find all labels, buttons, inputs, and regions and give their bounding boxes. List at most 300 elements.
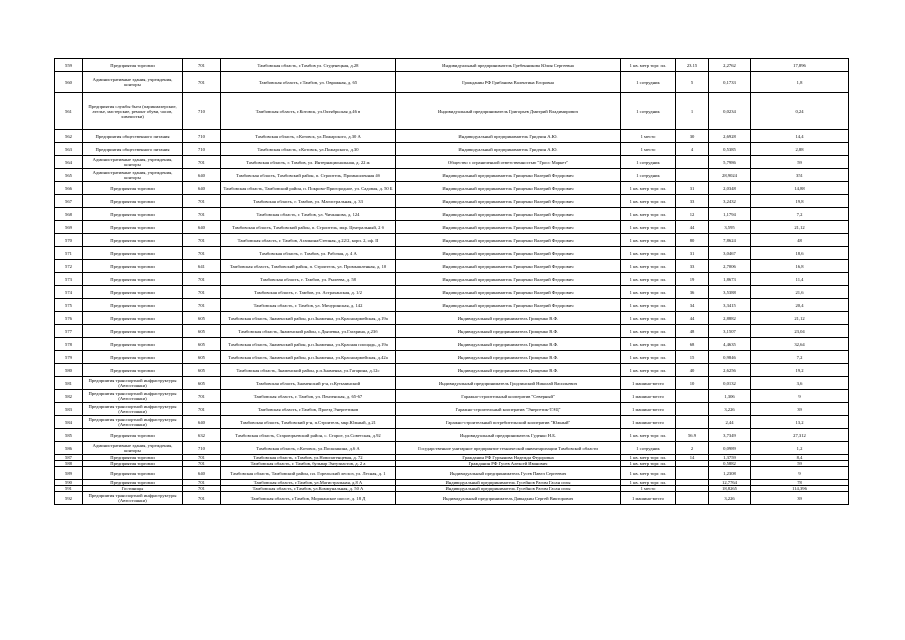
cell-object-type: Предприятия торговли xyxy=(83,195,183,208)
table-row xyxy=(55,156,849,169)
table-row xyxy=(55,377,849,390)
cell-unit: 1 кв. метр торг. пл. xyxy=(621,312,676,325)
cell-object-type: Предприятия транспортной инфраструктуры (Автостоянки) xyxy=(83,377,183,390)
cell-coefficient: 3,0467 xyxy=(709,247,751,260)
cell-address: Тамбовская область, г. Тамбов, Агапкина/Степная, д.22/2, корп. 2, оф. II xyxy=(221,234,396,247)
cell-coefficient: 18,8265 xyxy=(709,486,751,492)
cell-row-number: 580 xyxy=(55,364,83,377)
cell-volume: 13,2 xyxy=(751,416,849,429)
cell-unit: 1 кв. метр торг. пл. xyxy=(621,299,676,312)
table-row xyxy=(55,260,849,273)
cell-coefficient: 0,0132 xyxy=(709,377,751,390)
table-row xyxy=(55,390,849,403)
cell-row-number: 581 xyxy=(55,377,83,390)
cell-code: 641 xyxy=(183,260,221,273)
cell-coefficient: 0,9846 xyxy=(709,351,751,364)
cell-row-number: 569 xyxy=(55,221,83,234)
cell-coefficient: 2,7006 xyxy=(709,260,751,273)
cell-volume: 14,88 xyxy=(751,182,849,195)
cell-object-type: Предприятия торговли xyxy=(83,234,183,247)
cell-code: 710 xyxy=(183,93,221,130)
cell-owner: Индивидуальный предприниматель Грищенко Валерий Федорович xyxy=(396,286,621,299)
cell-object-type: Предприятия торговли xyxy=(83,461,183,467)
table-row xyxy=(55,247,849,260)
cell-coefficient: 28,9024 xyxy=(709,169,751,182)
cell-owner: Индивидуальный предприниматель Грищенко В.Ф. xyxy=(396,338,621,351)
cell-code: 701 xyxy=(183,156,221,169)
cell-volume: 11,4 xyxy=(751,273,849,286)
cell-row-number: 591 xyxy=(55,486,83,492)
cell-code: 640 xyxy=(183,182,221,195)
cell-quantity xyxy=(676,492,709,505)
cell-coefficient: 7,8624 xyxy=(709,234,751,247)
cell-quantity: 2 xyxy=(676,442,709,455)
cell-quantity: 31 xyxy=(676,182,709,195)
cell-coefficient: 1,8673 xyxy=(709,273,751,286)
cell-quantity: 33 xyxy=(676,195,709,208)
cell-object-type: Предприятия торговли xyxy=(83,273,183,286)
cell-volume: 21,12 xyxy=(751,312,849,325)
cell-unit: 1 кв. метр торг. пл. xyxy=(621,195,676,208)
table-row xyxy=(55,299,849,312)
cell-owner: Индивидуальный предприниматель Грищенко В.Ф. xyxy=(396,364,621,377)
cell-row-number: 585 xyxy=(55,429,83,442)
cell-row-number: 559 xyxy=(55,59,83,72)
cell-volume: 1,8 xyxy=(751,72,849,93)
cell-row-number: 561 xyxy=(55,93,83,130)
cell-volume: 2,88 xyxy=(751,143,849,156)
cell-volume: 39 xyxy=(751,403,849,416)
cell-quantity: 15 xyxy=(676,351,709,364)
table-row xyxy=(55,143,849,156)
cell-code: 701 xyxy=(183,195,221,208)
cell-coefficient: 0,5882 xyxy=(709,461,751,467)
cell-volume: 351 xyxy=(751,169,849,182)
cell-unit: 1 машино-место xyxy=(621,377,676,390)
cell-unit: 1 кв. метр торг. пл. xyxy=(621,364,676,377)
cell-row-number: 586 xyxy=(55,442,83,455)
cell-code: 701 xyxy=(183,492,221,505)
cell-volume: 48 xyxy=(751,234,849,247)
cell-volume: 78 xyxy=(751,480,849,486)
table-row xyxy=(55,59,849,72)
cell-owner: Индивидуальный предприниматель Грищенко Валерий Федорович xyxy=(396,221,621,234)
cell-volume: 21,6 xyxy=(751,286,849,299)
cell-unit: 1 кв. метр торг. пл. xyxy=(621,467,676,480)
cell-unit: 1 кв. метр торг. пл. xyxy=(621,429,676,442)
cell-volume: 21,12 xyxy=(751,221,849,234)
cell-unit: 1 кв. метр торг. пл. xyxy=(621,480,676,486)
cell-owner: Индивидуальный предприниматель Гусейнов Рагим Гасан оглы xyxy=(396,486,621,492)
cell-volume: 1,2 xyxy=(751,442,849,455)
cell-address: Тамбовская область, Тамбовский р-н, п.Строитель, мкр.Южный, д.21 xyxy=(221,416,396,429)
table-row xyxy=(55,169,849,182)
cell-code: 640 xyxy=(183,221,221,234)
cell-unit: 1 сотрудник xyxy=(621,72,676,93)
cell-unit: 1 кв. метр торг. пл. xyxy=(621,260,676,273)
cell-coefficient: 0,0989 xyxy=(709,442,751,455)
cell-address: Тамбовская область, Тамбовский район, п. Покрово-Пригородное, ул. Садовая, д. 50 Б xyxy=(221,182,396,195)
cell-unit: 1 машино-место xyxy=(621,492,676,505)
cell-address: Тамбовская область, г.Котовск, ул.Посконкина, д.6 А xyxy=(221,442,396,455)
cell-code: 701 xyxy=(183,273,221,286)
table-row xyxy=(55,467,849,480)
cell-address: Тамбовская область, г.Котовск, ул.Пожарского, д.30 А xyxy=(221,130,396,143)
cell-coefficient: 2,44 xyxy=(709,416,751,429)
cell-unit: 1 сотрудник xyxy=(621,169,676,182)
cell-coefficient: 3,595 xyxy=(709,221,751,234)
cell-row-number: 590 xyxy=(55,480,83,486)
cell-object-type: Предприятия торговли xyxy=(83,429,183,442)
table-row xyxy=(55,351,849,364)
table-row xyxy=(55,273,849,286)
cell-unit: 1 кв. метр торг. пл. xyxy=(621,325,676,338)
cell-unit: 1 кв. метр торг. пл. xyxy=(621,455,676,461)
cell-row-number: 589 xyxy=(55,467,83,480)
cell-volume: 9 xyxy=(751,390,849,403)
cell-volume: 7,2 xyxy=(751,208,849,221)
cell-owner: Индивидуальный предприниматель Грищенко Валерий Федорович xyxy=(396,273,621,286)
cell-coefficient: 12,7764 xyxy=(709,480,751,486)
cell-address: Тамбовская область, г.Тамбов ул. Студенецкая, д.28 xyxy=(221,59,396,72)
cell-quantity xyxy=(676,156,709,169)
cell-code: 701 xyxy=(183,486,221,492)
cell-object-type: Предприятия торговли xyxy=(83,364,183,377)
cell-coefficient: 3,1507 xyxy=(709,325,751,338)
cell-owner: Гражданин РФ Грибанова Валентина Егоровна xyxy=(396,72,621,93)
cell-unit: 1 машино-место xyxy=(621,390,676,403)
cell-coefficient: 3,3415 xyxy=(709,299,751,312)
cell-owner: Индивидуальный предприниматель Грищенко Валерий Федорович xyxy=(396,195,621,208)
cell-object-type: Гостиницы xyxy=(83,486,183,492)
cell-quantity: 23.15 xyxy=(676,59,709,72)
cell-address: Тамбовская область, Староюрьевский район, с. Старое, ул.Советская, д.92 xyxy=(221,429,396,442)
cell-code: 701 xyxy=(183,286,221,299)
cell-code: 701 xyxy=(183,390,221,403)
cell-unit: 1 кв. метр торг. пл. xyxy=(621,208,676,221)
cell-address: Тамбовская область, Тамбовский район, п. Строитель, мкр. Центральный, 2 б xyxy=(221,221,396,234)
table-row xyxy=(55,130,849,143)
cell-row-number: 577 xyxy=(55,325,83,338)
cell-coefficient: 1,2308 xyxy=(709,467,751,480)
cell-quantity: 44 xyxy=(676,221,709,234)
cell-row-number: 565 xyxy=(55,169,83,182)
cell-quantity: 33 xyxy=(676,260,709,273)
cell-code: 605 xyxy=(183,364,221,377)
cell-code: 701 xyxy=(183,72,221,93)
cell-quantity: 4 xyxy=(676,143,709,156)
cell-unit: 1 место xyxy=(621,486,676,492)
cell-coefficient: 4,4635 xyxy=(709,338,751,351)
cell-owner: Гражданин РФ Гусев Алексей Иванович xyxy=(396,461,621,467)
cell-coefficient: 1,3759 xyxy=(709,455,751,461)
cell-coefficient: 3,226 xyxy=(709,492,751,505)
cell-object-type: Предприятия торговли xyxy=(83,286,183,299)
cell-unit: 1 кв. метр торг. пл. xyxy=(621,273,676,286)
table-row xyxy=(55,429,849,442)
cell-unit: 1 место xyxy=(621,130,676,143)
cell-code: 605 xyxy=(183,351,221,364)
cell-code: 605 xyxy=(183,312,221,325)
registry-table-body xyxy=(55,59,849,505)
cell-volume: 16,8 xyxy=(751,260,849,273)
cell-volume: 59 xyxy=(751,461,849,467)
cell-object-type: Предприятия торговли xyxy=(83,208,183,221)
cell-owner: Индивидуальный предприниматель Грищенко Валерий Федорович xyxy=(396,234,621,247)
cell-unit: 1 сотрудник xyxy=(621,93,676,130)
cell-volume: 7,2 xyxy=(751,351,849,364)
cell-object-type: Предприятия торговли xyxy=(83,312,183,325)
cell-address: Тамбовская область, Знаменский р-н, п.Кутьминский xyxy=(221,377,396,390)
cell-owner: Общество с ограниченной ответственностью "Гросс Маркет" xyxy=(396,156,621,169)
cell-object-type: Предприятия транспортной инфраструктуры (Автостоянки) xyxy=(83,403,183,416)
cell-address: Тамбовская область, Знаменский район, р.п.Знаменка, ул.Красноармейская, д.19а xyxy=(221,312,396,325)
cell-owner: Индивидуальный предприниматель Грищенко Валерий Федорович xyxy=(396,208,621,221)
cell-owner: Индивидуальный предприниматель Грищенко Валерий Федорович xyxy=(396,247,621,260)
cell-coefficient: 2,8882 xyxy=(709,312,751,325)
cell-address: Тамбовская область, Знаменский район, р.п.Знаменка, ул.Красноармейская, д.42а xyxy=(221,351,396,364)
cell-address: Тамбовская область, Знаменский район, р.п.Знаменка, ул.Красная площадь, д.19а xyxy=(221,338,396,351)
cell-object-type: Предприятия торговли xyxy=(83,221,183,234)
table-row xyxy=(55,93,849,130)
cell-object-type: Предприятия торговли xyxy=(83,260,183,273)
cell-code: 701 xyxy=(183,455,221,461)
table-row xyxy=(55,208,849,221)
cell-coefficient: 5,7986 xyxy=(709,156,751,169)
table-row xyxy=(55,364,849,377)
cell-code: 605 xyxy=(183,338,221,351)
cell-owner: Гаражно-строительный потребительский кооператив "Южный" xyxy=(396,416,621,429)
cell-row-number: 588 xyxy=(55,461,83,467)
cell-quantity: 44 xyxy=(676,312,709,325)
cell-quantity xyxy=(676,416,709,429)
cell-object-type: Предприятия торговли xyxy=(83,299,183,312)
cell-coefficient: 2,6928 xyxy=(709,130,751,143)
cell-address: Тамбовская область, Знаменский район, с.Дьячевка, ул.Гагарина, д.23б xyxy=(221,325,396,338)
cell-quantity: 40 xyxy=(676,364,709,377)
cell-object-type: Предприятия торговли xyxy=(83,467,183,480)
cell-volume: 14,4 xyxy=(751,130,849,143)
table-row xyxy=(55,338,849,351)
cell-address: Тамбовская область, г. Тамбов, ул. Пензенская, д. 65-67 xyxy=(221,390,396,403)
cell-row-number: 562 xyxy=(55,130,83,143)
cell-volume: 19,8 xyxy=(751,195,849,208)
cell-coefficient: 2,6256 xyxy=(709,364,751,377)
cell-owner: Индивидуальный предприниматель Гродзинский Николай Васильевич xyxy=(396,377,621,390)
cell-coefficient: 2,2762 xyxy=(709,59,751,72)
cell-address: Тамбовская область, г.Котовск, ул.Октябрьская д.46 в xyxy=(221,93,396,130)
cell-row-number: 574 xyxy=(55,286,83,299)
table-row xyxy=(55,234,849,247)
cell-row-number: 578 xyxy=(55,338,83,351)
cell-address: Тамбовская область, Тамбовский район, п. Строитель, Промышленная 4б xyxy=(221,169,396,182)
cell-coefficient: 0,0234 xyxy=(709,93,751,130)
cell-code: 710 xyxy=(183,130,221,143)
cell-coefficient: 0,1733 xyxy=(709,72,751,93)
cell-object-type: Предприятия транспортной инфраструктуры (Автостоянки) xyxy=(83,390,183,403)
cell-quantity xyxy=(676,467,709,480)
registry-table xyxy=(54,58,849,505)
cell-quantity: 19 xyxy=(676,273,709,286)
cell-quantity: 48 xyxy=(676,325,709,338)
cell-address: Тамбовская область, г.Тамбов, ул.Магистральная, д.8 А xyxy=(221,480,396,486)
cell-code: 701 xyxy=(183,480,221,486)
cell-owner: Индивидуальный предприниматель Гусев Павел Сергеевич xyxy=(396,467,621,480)
cell-address: Тамбовская область, г. Тамбов, ул. Рабочая, д. 4 А xyxy=(221,247,396,260)
cell-code: 710 xyxy=(183,442,221,455)
cell-object-type: Предприятия общественного питания xyxy=(83,130,183,143)
cell-row-number: 570 xyxy=(55,234,83,247)
cell-row-number: 579 xyxy=(55,351,83,364)
cell-owner: Индивидуальный предприниматель Грищенко В.Ф. xyxy=(396,351,621,364)
cell-volume: 8,4 xyxy=(751,455,849,461)
cell-row-number: 563 xyxy=(55,143,83,156)
cell-object-type: Предприятия транспортной инфраструктуры (Автостоянки) xyxy=(83,492,183,505)
cell-address: Тамбовская область, г. Тамбов, бульвар Энтузиастов, д. 2 а xyxy=(221,461,396,467)
cell-owner: Индивидуальный предприниматель Гуденко Н.Б. xyxy=(396,429,621,442)
cell-row-number: 575 xyxy=(55,299,83,312)
cell-unit: 1 кв. метр торг. пл. xyxy=(621,182,676,195)
cell-owner: Индивидуальный предприниматель Григорьев Дмитрий Владимирович xyxy=(396,93,621,130)
cell-code: 701 xyxy=(183,299,221,312)
cell-row-number: 582 xyxy=(55,390,83,403)
cell-address: Тамбовская область, г. Тамбов, ул. Астраханская, д. 1/2 xyxy=(221,286,396,299)
cell-volume: 3,6 xyxy=(751,377,849,390)
cell-address: Тамбовская область, Тамбовский район, пл. Горельский лесхоз, ул. Лесная, д. 1 xyxy=(221,467,396,480)
cell-owner: Индивидуальный предприниматель Грищенко Валерий Федорович xyxy=(396,169,621,182)
table-row xyxy=(55,312,849,325)
cell-address: Тамбовская область, г. Тамбов, ул. Магистральная, д. 33 xyxy=(221,195,396,208)
cell-volume: 9 xyxy=(751,467,849,480)
table-row xyxy=(55,195,849,208)
cell-owner: Индивидуальный предприниматель Грищенко Валерий Федорович xyxy=(396,260,621,273)
cell-address: Тамбовская область, г.Тамбов, ул.Коммунальная, д. 50 А xyxy=(221,486,396,492)
cell-code: 640 xyxy=(183,169,221,182)
cell-code: 605 xyxy=(183,325,221,338)
cell-owner: Гражданин РФ Гурьянова Надежда Федоровна xyxy=(396,455,621,461)
cell-row-number: 566 xyxy=(55,182,83,195)
cell-unit: 1 кв. метр торг. пл. xyxy=(621,59,676,72)
cell-quantity xyxy=(676,169,709,182)
cell-row-number: 564 xyxy=(55,156,83,169)
cell-object-type: Предприятия общественного питания xyxy=(83,143,183,156)
cell-owner: Индивидуальный предприниматель Грищенко В.Ф. xyxy=(396,325,621,338)
cell-row-number: 572 xyxy=(55,260,83,273)
cell-code: 640 xyxy=(183,416,221,429)
cell-coefficient: 3,5388 xyxy=(709,286,751,299)
cell-quantity: 12 xyxy=(676,208,709,221)
cell-quantity: 68 xyxy=(676,338,709,351)
cell-row-number: 584 xyxy=(55,416,83,429)
cell-address: Тамбовская область, г. Тамбов, ул. Чичканова, д. 124 xyxy=(221,208,396,221)
cell-quantity: 10 xyxy=(676,377,709,390)
cell-owner: Индивидуальный предприниматель Грищенко Валерий Федорович xyxy=(396,182,621,195)
cell-address: Тамбовская область, г. Тамбов, ул. Интернациональная, д. 22 ж xyxy=(221,156,396,169)
cell-object-type: Административные здания, учреждения, конторы xyxy=(83,169,183,182)
cell-unit: 1 кв. метр торг. пл. xyxy=(621,351,676,364)
cell-coefficient: 1,306 xyxy=(709,390,751,403)
cell-unit: 1 кв. метр торг. пл. xyxy=(621,247,676,260)
cell-quantity: 36 xyxy=(676,286,709,299)
cell-quantity: 34 xyxy=(676,299,709,312)
cell-coefficient: 2,0348 xyxy=(709,182,751,195)
cell-object-type: Предприятия службы быта (парикмахерские, ателье, мастерские, ремонт обуви, часов, химчистки) xyxy=(83,93,183,130)
cell-object-type: Предприятия торговли xyxy=(83,480,183,486)
cell-coefficient: 3,7349 xyxy=(709,429,751,442)
cell-owner: Индивидуальный предприниматель Давыдкин Сергей Викторович xyxy=(396,492,621,505)
cell-owner: Индивидуальный предприниматель Гусейнов Рагим Гасан оглы xyxy=(396,480,621,486)
cell-unit: 1 машино-место xyxy=(621,403,676,416)
cell-address: Тамбовская область, г.Тамбов, ул. Овражная, д. 65 xyxy=(221,72,396,93)
table-row xyxy=(55,416,849,429)
cell-owner: Индивидуальный предприниматель Гридчин А.Ю. xyxy=(396,130,621,143)
cell-code: 701 xyxy=(183,247,221,260)
cell-code: 701 xyxy=(183,59,221,72)
cell-volume: 19,2 xyxy=(751,364,849,377)
cell-object-type: Предприятия торговли xyxy=(83,59,183,72)
table-row xyxy=(55,442,849,455)
cell-unit: 1 кв. метр торг. пл. xyxy=(621,286,676,299)
cell-unit: 1 сотрудник xyxy=(621,156,676,169)
cell-row-number: 560 xyxy=(55,72,83,93)
document-page xyxy=(54,58,848,505)
cell-code: 701 xyxy=(183,208,221,221)
cell-code: 605 xyxy=(183,377,221,390)
cell-quantity: 30 xyxy=(676,130,709,143)
cell-volume: 23,04 xyxy=(751,325,849,338)
cell-volume: 39 xyxy=(751,492,849,505)
table-row xyxy=(55,403,849,416)
cell-object-type: Предприятия торговли xyxy=(83,247,183,260)
cell-object-type: Административные здания, учреждения, конторы xyxy=(83,156,183,169)
cell-address: Тамбовская область, г.Котовск, ул.Пожарского, д.30 xyxy=(221,143,396,156)
cell-row-number: 568 xyxy=(55,208,83,221)
cell-coefficient: 0,5385 xyxy=(709,143,751,156)
cell-owner: Гаражно-строительный кооператив "Северный" xyxy=(396,390,621,403)
cell-coefficient: 3,2432 xyxy=(709,195,751,208)
cell-code: 710 xyxy=(183,143,221,156)
cell-address: Тамбовская область, г. Тамбов, ул. Мичуринская, д. 142 xyxy=(221,299,396,312)
table-row xyxy=(55,325,849,338)
cell-object-type: Административные здания, учреждения, конторы xyxy=(83,442,183,455)
cell-address: Тамбовская область, Знаменский район, р.п.Знаменка, ул.Гагарина, д.12с xyxy=(221,364,396,377)
cell-volume: 114,396 xyxy=(751,486,849,492)
cell-owner: Индивидуальный предприниматель Гридчин А.Ю. xyxy=(396,143,621,156)
cell-code: 701 xyxy=(183,461,221,467)
cell-volume: 32,64 xyxy=(751,338,849,351)
cell-address: Тамбовская область, г.Тамбов, Проезд Энергетиков xyxy=(221,403,396,416)
cell-row-number: 583 xyxy=(55,403,83,416)
cell-object-type: Предприятия транспортной инфраструктуры (Автостоянки) xyxy=(83,416,183,429)
cell-address: Тамбовская область, Тамбовский район, п. Строитель, ул. Промышленная, д. 10 xyxy=(221,260,396,273)
cell-row-number: 576 xyxy=(55,312,83,325)
cell-volume: 20,4 xyxy=(751,299,849,312)
cell-address: Тамбовская область, г.Тамбов, ул.Новопатенцевая, д. 72 xyxy=(221,455,396,461)
cell-coefficient: 1,1794 xyxy=(709,208,751,221)
cell-quantity xyxy=(676,390,709,403)
cell-coefficient: 3,226 xyxy=(709,403,751,416)
cell-address: Тамбовская область, г.Тамбов, Моршанское шоссе, д. 18 Д xyxy=(221,492,396,505)
cell-quantity: 31 xyxy=(676,247,709,260)
cell-object-type: Предприятия торговли xyxy=(83,338,183,351)
cell-quantity: 56.9 xyxy=(676,429,709,442)
cell-quantity: 1 xyxy=(676,93,709,130)
cell-row-number: 573 xyxy=(55,273,83,286)
cell-row-number: 592 xyxy=(55,492,83,505)
cell-object-type: Предприятия торговли xyxy=(83,351,183,364)
cell-unit: 1 кв. метр торг. пл. xyxy=(621,221,676,234)
cell-object-type: Административные здания, учреждения, конторы xyxy=(83,72,183,93)
